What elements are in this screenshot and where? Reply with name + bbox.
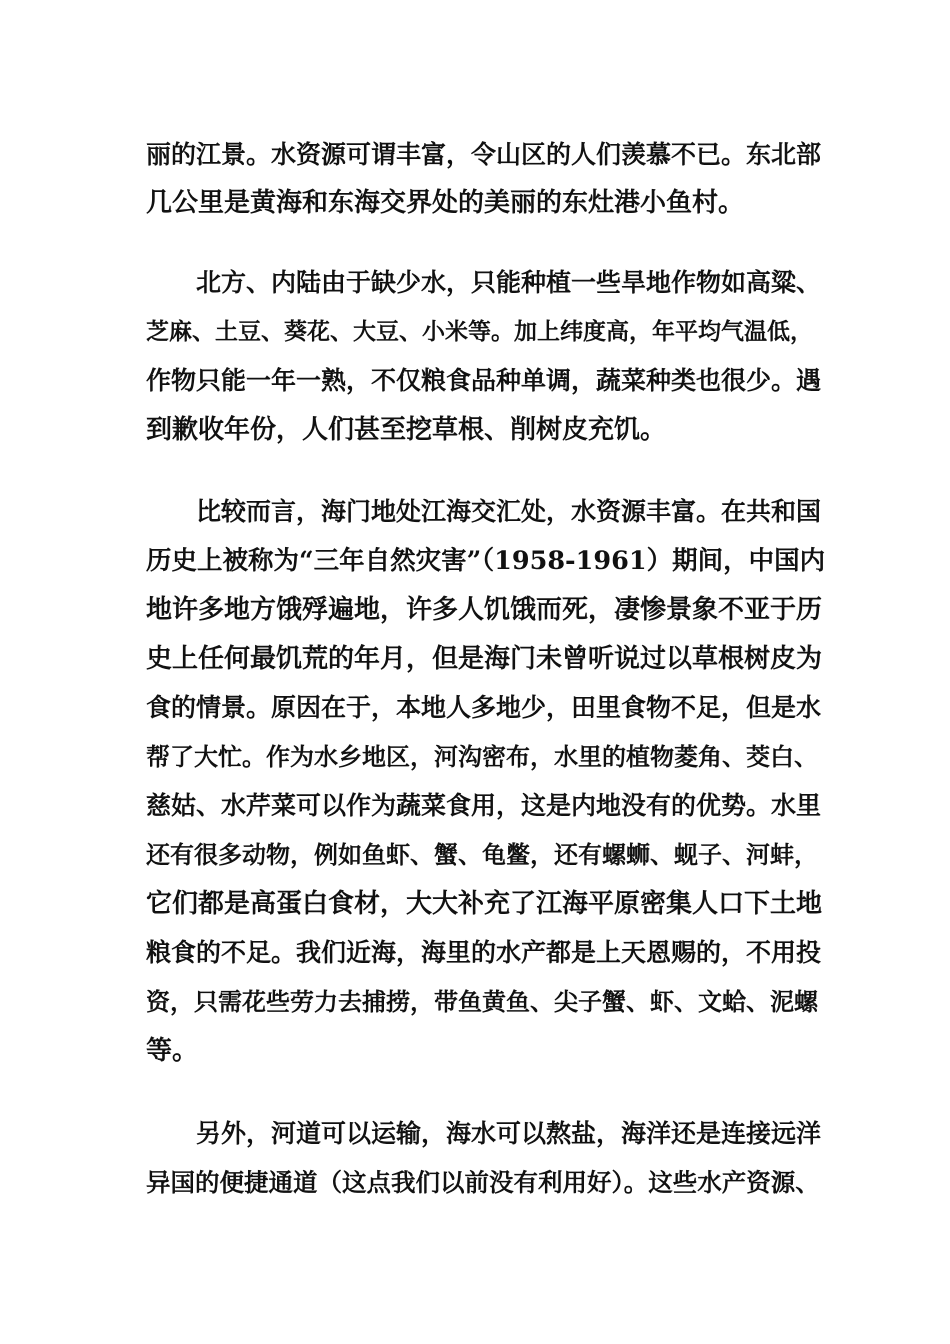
paragraph-3-line-10: 粮食的不足。我们近海，海里的水产都是上天恩赐的，不用投 bbox=[146, 938, 822, 967]
paragraph-4-line-2: 异国的便捷通道（这点我们以前没有利用好）。这些水产资源、 bbox=[146, 1168, 820, 1197]
paragraph-3-line-5: 食的情景。原因在于，本地人多地少，田里食物不足，但是水 bbox=[146, 693, 822, 722]
paragraph-3-line-1: 比较而言，海门地处江海交汇处，水资源丰富。在共和国 bbox=[196, 497, 822, 526]
paragraph-3-line-2: 历史上被称为“三年自然灾害”（1958-1961）期间，中国内 bbox=[146, 546, 826, 576]
paragraph-3-line-8: 还有很多动物，例如鱼虾、蟹、龟鳖，还有螺蛳、蚬子、河蚌， bbox=[146, 840, 818, 869]
paragraph-3-line-12: 等。 bbox=[146, 1036, 199, 1066]
paragraph-4-line-1: 另外，河道可以运输，海水可以熬盐，海洋还是连接远洋 bbox=[196, 1119, 822, 1148]
paragraph-2-line-4: 到歉收年份，人们甚至挖草根、削树皮充饥。 bbox=[146, 415, 667, 445]
paragraph-3-line-4: 史上任何最饥荒的年月，但是海门未曾听说过以草根树皮为 bbox=[146, 644, 823, 674]
paragraph-3-line-6: 帮了大忙。作为水乡地区，河沟密布，水里的植物菱角、茭白、 bbox=[146, 742, 818, 771]
paragraph-3-line-11: 资，只需花些劳力去捕捞，带鱼黄鱼、尖子蟹、虾、文蛤、泥螺 bbox=[146, 987, 818, 1016]
paragraph-3-line-9: 它们都是高蛋白食材，大大补充了江海平原密集人口下土地 bbox=[146, 889, 823, 919]
paragraph-2-line-2: 芝麻、土豆、葵花、大豆、小米等。加上纬度高，年平均气温低， bbox=[146, 318, 813, 345]
paragraph-1-line-2: 几公里是黄海和东海交界处的美丽的东灶港小鱼村。 bbox=[146, 188, 745, 218]
paragraph-1-line-1: 丽的江景。水资源可谓丰富，令山区的人们羡慕不已。东北部 bbox=[146, 140, 822, 169]
paragraph-3-line-7: 慈姑、水芹菜可以作为蔬菜食用，这是内地没有的优势。水里 bbox=[146, 791, 822, 820]
paragraph-3-line-3: 地许多地方饿殍遍地，许多人饥饿而死，凄惨景象不亚于历 bbox=[146, 595, 823, 625]
paragraph-2-line-1: 北方、内陆由于缺少水，只能种植一些旱地作物如高粱、 bbox=[196, 268, 822, 297]
paragraph-2-line-3: 作物只能一年一熟，不仅粮食品种单调，蔬菜种类也很少。遇 bbox=[146, 366, 822, 395]
